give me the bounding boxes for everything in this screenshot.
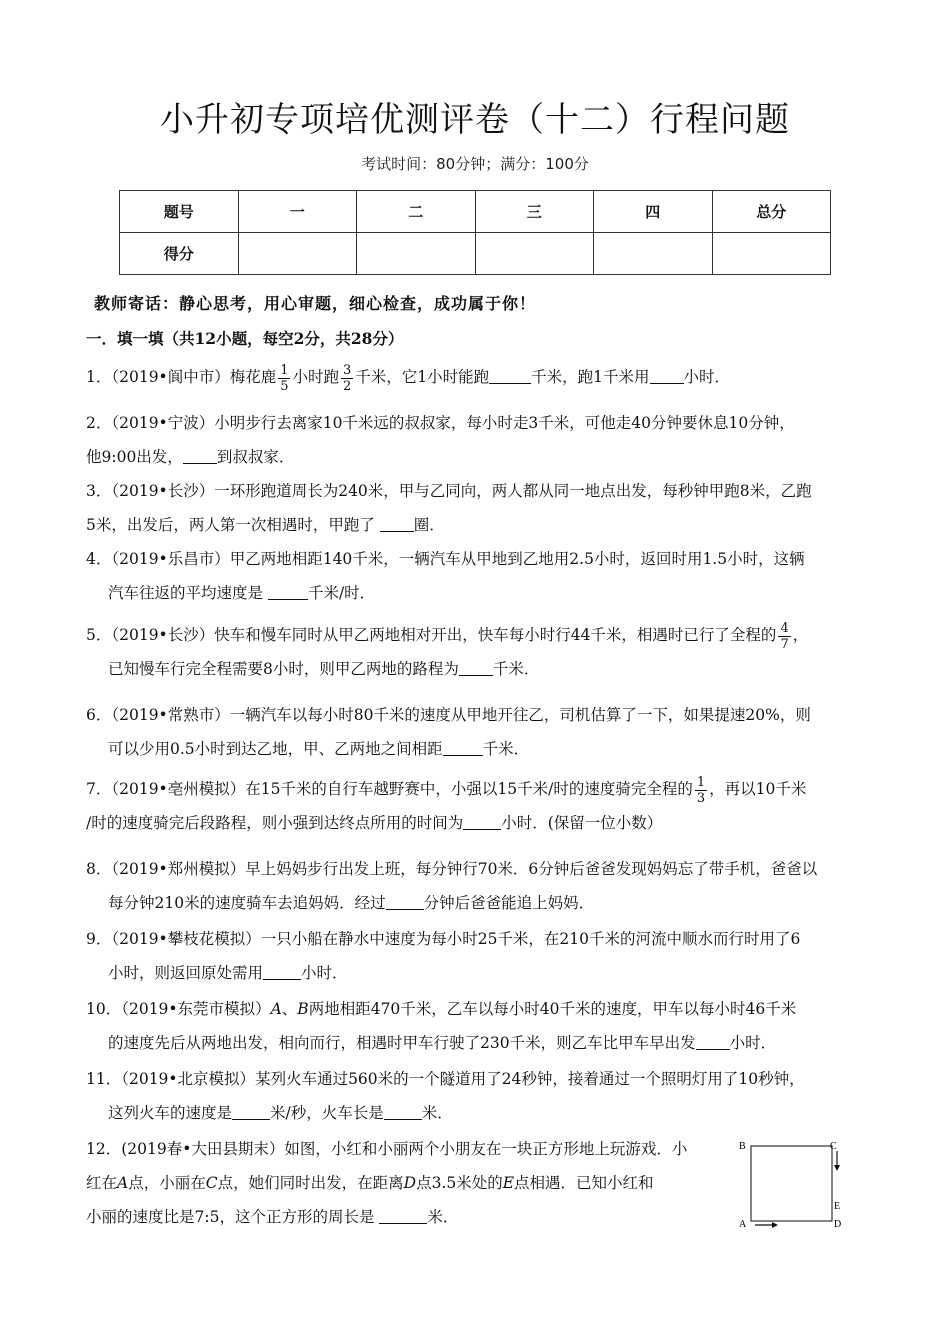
page-title: 小升初专项培优测评卷（十二）行程问题 bbox=[160, 100, 790, 140]
score-cell[interactable] bbox=[475, 233, 594, 275]
question-2: 2．（2019•宁波）小明步行去离家10千米远的叔叔家，每小时走3千米，可他走40分钟要休息10分钟， 他9:00出发， 到叔叔家． bbox=[86, 414, 795, 466]
question-10: 10．（2019•东莞市模拟）A、B两地相距470千米，乙车以每小时40千米的速度，甲车以每小时46千米 的速度先后从两地出发，相向而行，相遇时甲车行驶了230千米，则乙车比甲车早出发 小时． bbox=[86, 1000, 797, 1052]
score-cell[interactable] bbox=[594, 233, 713, 275]
label-a: A bbox=[739, 1219, 747, 1229]
score-cell[interactable] bbox=[712, 233, 831, 275]
score-table-header-row bbox=[120, 191, 831, 233]
answer-blank[interactable] bbox=[696, 1033, 730, 1050]
score-header-cell: 四 bbox=[594, 191, 713, 233]
question-12: 12．(2019春•大田县期末）如图，小红和小丽两个小朋友在一块正方形地上玩游戏．小 红在A点，小丽在C点，她们同时出发，在距离D点3.5米处的E点相遇．已知小红和 小丽的速度比是7:5，这个正方形的周长是 米． bbox=[86, 1140, 688, 1226]
square-outline bbox=[751, 1146, 832, 1221]
score-header-cell: 二 bbox=[357, 191, 476, 233]
square-diagram bbox=[738, 1137, 842, 1229]
question-9: 9．（2019•攀枝花模拟）一只小船在静水中速度为每小时25千米，在210千米的河流中顺水而行时用了6 小时，则返回原处需用 小时． bbox=[86, 930, 801, 982]
answer-blank[interactable] bbox=[380, 515, 414, 532]
question-3: 3．（2019•长沙）一环形跑道周长为240米，甲与乙同向，两人都从同一地点出发，每秒钟甲跑8米，乙跑 5米，出发后，两人第一次相遇时，甲跑了 圈． bbox=[86, 482, 812, 534]
answer-blank[interactable] bbox=[386, 893, 424, 910]
score-header-cell: 题号 bbox=[120, 191, 239, 233]
question-1: 1．（2019•阆中市）梅花鹿 $\frac{1}{5}$ 小时跑 $\frac{3}{2}$ 千米，它1小时能跑 千米，跑1千米用 小时． bbox=[86, 362, 731, 394]
question-11: 11．（2019•北京模拟）某列火车通过560米的一个隧道用了24秒钟，接着通过一个照明灯用了10秒钟， 这列火车的速度是 米/秒，火车长是 米． bbox=[86, 1070, 805, 1122]
answer-blank[interactable] bbox=[489, 367, 531, 384]
score-cell[interactable] bbox=[357, 233, 476, 275]
question-7: 7．（2019•亳州模拟）在15千米的自行车越野赛中，小强以15千米/时的速度骑完全程的 $\frac{1}{3}$ ，再以10千米 /时的速度骑完后段路程，则小强到达终点所用的时间为 小时．(保留一位小数） bbox=[86, 774, 807, 832]
label-c: C bbox=[830, 1141, 837, 1152]
teacher-motto: 教师寄话：静心思考，用心审题，细心检查，成功属于你！ bbox=[94, 294, 537, 313]
answer-blank[interactable] bbox=[459, 659, 493, 676]
answer-blank[interactable] bbox=[263, 963, 301, 980]
answer-blank[interactable] bbox=[384, 1103, 422, 1120]
section-title: 一．填一填（共12小题，每空2分，共28分） bbox=[86, 329, 404, 348]
answer-blank[interactable] bbox=[650, 367, 684, 384]
label-d: D bbox=[834, 1219, 842, 1229]
score-table-score-row bbox=[120, 233, 831, 275]
label-e: E bbox=[834, 1201, 841, 1212]
answer-blank[interactable] bbox=[379, 1207, 427, 1224]
score-table bbox=[119, 190, 831, 275]
answer-blank[interactable] bbox=[443, 739, 483, 756]
fraction: $\frac{1}{5}$ bbox=[280, 362, 289, 394]
score-row-label: 得分 bbox=[120, 233, 239, 275]
question-5: 5．（2019•长沙）快车和慢车同时从甲乙两地相对开出，快车每小时行44千米，相遇时已行了全程的 $\frac{4}{7}$ ， 已知慢车行完全程需要8小时，则甲乙两地的路程为 千米． bbox=[86, 620, 809, 678]
score-header-cell: 总分 bbox=[712, 191, 831, 233]
question-8: 8．（2019•郑州模拟）早上妈妈步行出发上班，每分钟行70米．6分钟后爸爸发现妈妈忘了带手机，爸爸以 每分钟210米的速度骑车去追妈妈．经过 分钟后爸爸能追上妈妈． bbox=[86, 860, 818, 912]
answer-blank[interactable] bbox=[183, 447, 217, 464]
fraction: $\frac{4}{7}$ bbox=[780, 620, 789, 652]
question-6: 6．（2019•常熟市）一辆汽车以每小时80千米的速度从甲地开往乙，司机估算了一下，如果提速20%，则 可以少用0.5小时到达乙地，甲、乙两地之间相距 千米． bbox=[86, 706, 811, 758]
arrow-down-head bbox=[834, 1165, 840, 1171]
exam-info: 考试时间：80分钟；满分：100分 bbox=[361, 155, 589, 173]
answer-blank[interactable] bbox=[463, 813, 501, 830]
question-4: 4．（2019•乐昌市）甲乙两地相距140千米，一辆汽车从甲地到乙地用2.5小时，返回时用1.5小时，这辆 汽车往返的平均速度是 千米/时． bbox=[86, 550, 805, 602]
arrow-right-head bbox=[772, 1222, 778, 1228]
score-header-cell: 一 bbox=[238, 191, 357, 233]
fraction: $\frac{3}{2}$ bbox=[343, 362, 352, 394]
score-cell[interactable] bbox=[238, 233, 357, 275]
answer-blank[interactable] bbox=[232, 1103, 270, 1120]
label-b: B bbox=[739, 1141, 746, 1152]
fraction: $\frac{1}{3}$ bbox=[696, 774, 706, 806]
score-header-cell: 三 bbox=[475, 191, 594, 233]
answer-blank[interactable] bbox=[268, 583, 308, 600]
